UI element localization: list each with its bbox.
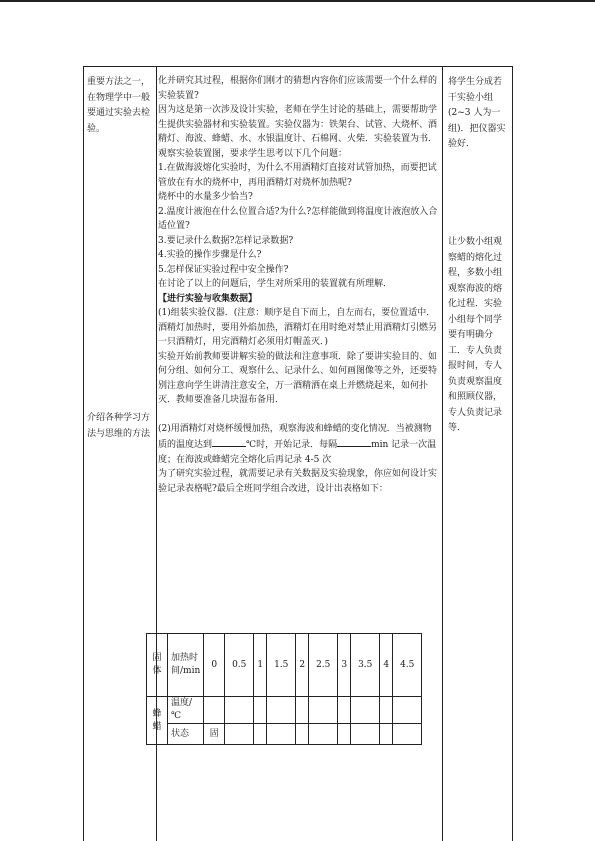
table-cell: 状态	[168, 724, 204, 745]
paragraph: 在讨论了以上的问题后，学生对所采用的装置就有所理解．	[158, 279, 393, 289]
table-cell	[393, 724, 422, 745]
question: 3.要记录什么数据?怎样记录数据?	[158, 235, 294, 246]
activity-note: 将学生分成若干实验小组(2~3 人为一组)．把仪器实验好．	[448, 77, 506, 149]
fill-blank	[337, 436, 371, 447]
table-cell	[267, 724, 296, 745]
top-rule	[0, 0, 595, 2]
paragraph: 因为这是第一次涉及设计实验，老师在学生讨论的基础上，需要帮助学生提供实验器材和实验装置。实验仪器为：铁架台、试管、大烧杯、酒精灯、海波、蜂蜡、水、水银温度计、石棉网、火柴．实验装置为书．观察实验装置图，要求学生思考以下几个问题：	[158, 105, 438, 159]
paragraph: 化并研究其过程，根据你们刚才的猜想内容你们应该需要一个什么样的实验装置?	[158, 76, 438, 101]
table-cell	[380, 724, 393, 745]
column-divider	[442, 67, 443, 841]
table-cell: 4.5	[393, 634, 422, 697]
table-cell	[225, 697, 254, 724]
table-cell	[338, 724, 351, 745]
section-heading: 【进行实验与收集数据】	[158, 293, 258, 304]
table-cell	[267, 697, 296, 724]
record-table	[146, 633, 422, 745]
step-text: (2)用酒精灯对烧杯缓慢加热，观察海波和蜂蜡的变化情况．当被测物质的温度达到	[158, 423, 432, 450]
step	[158, 422, 440, 468]
question: 4.实验的操作步骤是什么?	[158, 250, 262, 260]
table-cell	[204, 697, 225, 724]
method-note: 介绍各种学习方法与思维的方法	[87, 413, 151, 439]
table-cell: 0.5	[225, 634, 254, 697]
table-cell	[225, 724, 254, 745]
question: 烧杯中的水量多少恰当?	[158, 192, 253, 202]
table-cell: 0	[204, 634, 225, 697]
step-text: min 记录一次温度；在海波或蜂蜡完全熔化后再记录 4-5 次	[158, 440, 437, 465]
table-cell: 温度/℃	[168, 697, 204, 724]
table-cell	[309, 724, 338, 745]
table-row	[147, 724, 422, 745]
table-row	[147, 697, 422, 724]
table-cell	[338, 697, 351, 724]
table-cell	[309, 697, 338, 724]
activity-note: 让少数小组观察蜡的熔化过程，多数小组观察海波的熔化过程．实验小组每个同学要有明确分工．专人负责报时间，专人负责观察温度和照顾仪器，专人负责记录等．	[448, 237, 503, 433]
table-cell	[393, 697, 422, 724]
paragraph: 为了研究实验过程，就需要记录有关数据及实验现象，你应如何设计实验记录表格呢?最后全班同学组合改进，设计出表格如下：	[158, 469, 438, 494]
step: (1)组装实验仪器．(注意：顺序是自下而上，自左而右，要位置适中．酒精灯加热时，要用外焰加热，酒精灯在用时绝对禁止用酒精灯引燃另一只酒精灯，用完酒精灯必须用灯帽盖灭．)	[158, 308, 438, 347]
table-cell	[351, 697, 380, 724]
table-row	[147, 634, 422, 697]
table-cell: 3.5	[351, 634, 380, 697]
method-note: 重要方法之一，在物理学中一般要通过实验去检验。	[87, 77, 151, 134]
question: 1.在做海波熔化实验时，为什么不用酒精灯直接对试管加热，而要把试管放在有水的烧杯中，再用酒精灯对烧杯加热呢?	[158, 163, 437, 188]
question: 2.温度计液泡在什么位置合适?为什么?怎样能做到将温度计液泡放入合适位置?	[158, 206, 438, 231]
table-cell	[296, 697, 309, 724]
table-cell: 4	[380, 634, 393, 697]
table-cell: 3	[338, 634, 351, 697]
table-cell: 固	[204, 724, 225, 745]
table-cell: 1	[254, 634, 267, 697]
table-cell	[296, 724, 309, 745]
table-cell	[380, 697, 393, 724]
table-cell: 固体	[147, 634, 168, 697]
table-cell	[254, 697, 267, 724]
table-cell: 2.5	[309, 634, 338, 697]
fill-blank	[212, 436, 246, 447]
table-cell: 加热时间/min	[168, 634, 204, 697]
teaching-content	[158, 74, 440, 496]
table-cell	[351, 724, 380, 745]
table-cell: 1.5	[267, 634, 296, 697]
paragraph: 实验开始前教师要讲解实验的做法和注意事项．除了要讲实验目的、如何分组、如何分工、观察什么、记录什么、如何画图像等之外，还要特别注意向学生讲清注意安全，万一酒精洒在桌上并燃烧起来，如何扑灭．教师要准备几块湿布备用．	[158, 351, 438, 405]
table-cell: 蜂蜡	[147, 697, 168, 745]
table-cell: 2	[296, 634, 309, 697]
question: 5.怎样保证实验过程中安全操作?	[158, 264, 289, 275]
step-text: ℃时，开始记录．每隔	[246, 440, 338, 450]
table-cell	[254, 724, 267, 745]
